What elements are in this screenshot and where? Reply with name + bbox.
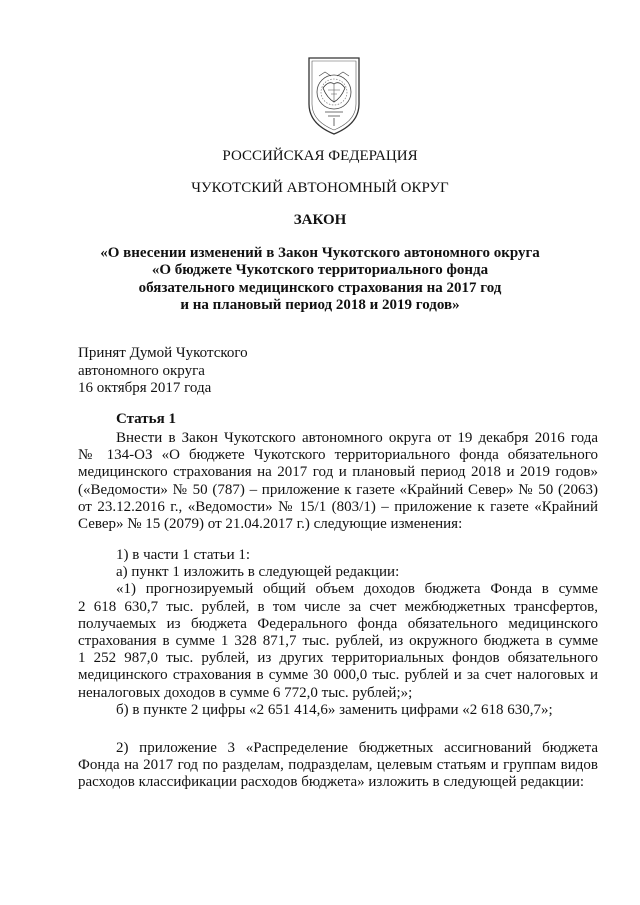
law-title-line: «О бюджете Чукотского территориального фонда	[151, 262, 489, 279]
paragraph-line: медицинского страхования на 2017 год и плановый период 2018 и 2019 годов»	[78, 464, 598, 481]
paragraph-line: «1) прогнозируемый общий объем доходов бюджета Фонда в сумме	[116, 581, 598, 598]
part-1-block	[78, 547, 598, 719]
paragraph-line: расходов классификации расходов бюджета» изложить в следующей редакции:	[78, 774, 585, 791]
adoption-line: 16 октября 2017 года	[78, 380, 212, 396]
paragraph-line: Север» № 15 (2079) от 21.04.2017 г.) следующие изменения:	[78, 515, 463, 532]
part-1-heading: 1) в части 1 статьи 1:	[116, 547, 251, 563]
article-heading: Статья 1	[116, 411, 176, 427]
adoption-line: автономного округа	[78, 362, 205, 379]
coat-of-arms-emblem	[301, 52, 367, 138]
document-type-heading: ЗАКОН	[293, 212, 347, 228]
part-2-block	[78, 740, 598, 792]
adoption-line: Принят Думой Чукотского	[78, 345, 248, 361]
paragraph-line: медицинского страхования в сумме 30 000,0 тыс. рублей и за счет налоговых и	[78, 667, 598, 684]
paragraph-line: 2) приложение 3 «Распределение бюджетных ассигнований бюджета	[116, 740, 598, 756]
paragraph-line: 2 618 630,7 тыс. рублей, в том числе за счет межбюджетных трансфертов,	[78, 598, 598, 615]
paragraph-line: от 23.12.2016 г., «Ведомости» № 15/1 (803/1) – приложение к газете «Крайний	[78, 498, 598, 515]
region-heading: ЧУКОТСКИЙ АВТОНОМНЫЙ ОКРУГ	[191, 180, 449, 196]
paragraph-line: неналоговых доходов в сумме 6 772,0 тыс. рублей;»;	[78, 684, 413, 701]
paragraph-line: Внести в Закон Чукотского автономного округа от 19 декабря 2016 года	[116, 430, 598, 446]
paragraph-line: 1 252 987,0 тыс. рублей, из других территориальных фондов обязательного	[78, 650, 598, 667]
law-title-line: обязательного медицинского страхования на 2017 год	[138, 279, 502, 296]
point-a: а) пункт 1 изложить в следующей редакции:	[116, 564, 400, 581]
adoption-note	[78, 345, 248, 398]
country-heading: РОССИЙСКАЯ ФЕДЕРАЦИЯ	[222, 148, 418, 164]
paragraph-line: («Ведомости» № 50 (787) – приложение к газете «Крайний Север» № 50 (2063)	[78, 481, 598, 498]
paragraph-line: получаемых из бюджета Федерального фонда обязательного медицинского	[78, 615, 598, 632]
paragraph-line: № 134-ОЗ «О бюджете Чукотского территориального фонда обязательного	[78, 447, 598, 464]
point-b: б) в пункте 2 цифры «2 651 414,6» заменить цифрами «2 618 630,7»;	[116, 701, 553, 718]
paragraph-line: Фонда на 2017 год по разделам, подразделам, целевым статьям и группам видов	[78, 757, 598, 774]
law-title	[0, 245, 640, 315]
law-title-line: «О внесении изменений в Закон Чукотского автономного округа	[100, 245, 540, 261]
article-intro-paragraph	[78, 430, 598, 533]
paragraph-line: страхования в сумме 1 328 871,7 тыс. рублей, из окружного бюджета в сумме	[78, 632, 598, 649]
law-title-line: и на плановый период 2018 и 2019 годов»	[180, 297, 460, 314]
